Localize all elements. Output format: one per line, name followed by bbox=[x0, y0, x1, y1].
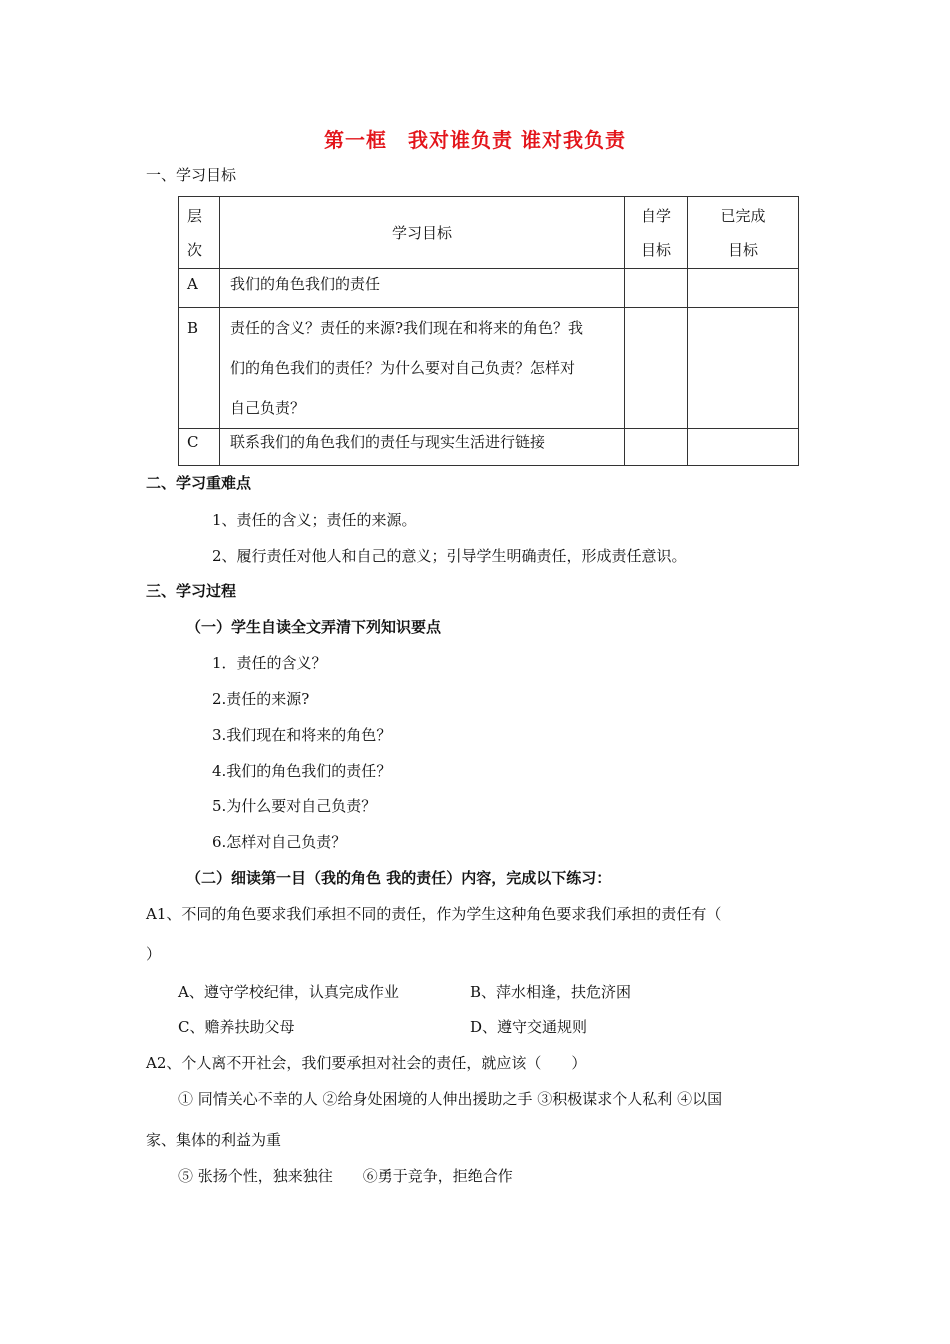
row-self-cell bbox=[625, 429, 688, 466]
question-a2-choices-line: ⑤ 张扬个性，独来独往 ⑥勇于竞争，拒绝合作 bbox=[178, 1167, 513, 1185]
header-self-study bbox=[625, 197, 688, 269]
header-level-line1: 层 bbox=[187, 207, 203, 225]
table-row bbox=[179, 308, 799, 429]
page-title: 第一框 我对谁负责 谁对我负责 bbox=[324, 128, 626, 152]
question-a1-option-b: B、萍水相逢，扶危济困 bbox=[470, 983, 632, 1001]
row-goal: 我们的角色我们的责任 bbox=[220, 269, 625, 308]
question-a1-line2: ） bbox=[146, 945, 162, 963]
learning-goals-table bbox=[178, 196, 799, 466]
question-a1-option-d: D、遵守交通规则 bbox=[470, 1018, 588, 1036]
section-heading-process: 三、学习过程 bbox=[146, 582, 237, 600]
header-done-line1: 已完成 bbox=[720, 207, 766, 225]
knowledge-point-item: 3.我们现在和将来的角色？ bbox=[212, 726, 392, 744]
header-completed bbox=[688, 197, 799, 269]
row-done-cell bbox=[688, 308, 799, 429]
header-level bbox=[179, 197, 220, 269]
header-self-line1: 自学 bbox=[640, 207, 671, 225]
knowledge-point-item: 2.责任的来源? bbox=[212, 690, 310, 708]
row-self-cell bbox=[625, 308, 688, 429]
table-header-row bbox=[179, 197, 799, 269]
row-goal-line: 责任的含义？责任的来源?我们现在和将来的角色？我 bbox=[230, 319, 584, 337]
header-self-line2: 目标 bbox=[640, 241, 671, 259]
key-point-item: 2、履行责任对他人和自己的意义；引导学生明确责任，形成责任意识。 bbox=[212, 547, 687, 565]
key-point-item: 1、责任的含义；责任的来源。 bbox=[212, 511, 417, 529]
row-goal-line: 们的角色我们的责任？为什么要对自己负责？怎样对 bbox=[230, 359, 576, 377]
knowledge-point-item: 5.为什么要对自己负责？ bbox=[212, 797, 377, 815]
row-goal bbox=[220, 308, 625, 429]
question-a1-option-c: C、赡养扶助父母 bbox=[178, 1018, 295, 1036]
knowledge-point-item: 1．责任的含义？ bbox=[212, 654, 327, 672]
row-goal-line: 自己负责？ bbox=[230, 399, 306, 417]
row-level: A bbox=[179, 269, 220, 308]
question-a1-option-a: A、遵守学校纪律，认真完成作业 bbox=[178, 983, 399, 1001]
section-heading-goals: 一、学习目标 bbox=[146, 166, 237, 184]
question-a2-choices-line: 家、集体的利益为重 bbox=[146, 1131, 282, 1149]
question-a1-line1: A1、不同的角色要求我们承担不同的责任，作为学生这种角色要求我们承担的责任有（ bbox=[146, 905, 722, 923]
table-row bbox=[179, 429, 799, 466]
header-goal: 学习目标 bbox=[220, 197, 625, 269]
row-done-cell bbox=[688, 429, 799, 466]
row-self-cell bbox=[625, 269, 688, 308]
subsection-heading-self-reading: （一）学生自读全文弄清下列知识要点 bbox=[186, 618, 442, 636]
section-heading-key-points: 二、学习重难点 bbox=[146, 474, 252, 492]
header-done-line2: 目标 bbox=[727, 241, 758, 259]
row-goal: 联系我们的角色我们的责任与现实生活进行链接 bbox=[220, 429, 625, 466]
row-level: B bbox=[179, 308, 220, 429]
subsection-heading-exercises: （二）细读第一目（我的角色 我的责任）内容，完成以下练习： bbox=[186, 869, 612, 887]
row-level: C bbox=[179, 429, 220, 466]
knowledge-point-item: 4.我们的角色我们的责任？ bbox=[212, 762, 392, 780]
question-a2-choices-line: ① 同情关心不幸的人 ②给身处困境的人伸出援助之手 ③积极谋求个人私利 ④以国 bbox=[178, 1090, 723, 1108]
question-a2-line1: A2、个人离不开社会，我们要承担对社会的责任，就应该（ ） bbox=[146, 1054, 587, 1072]
knowledge-point-item: 6.怎样对自己负责？ bbox=[212, 833, 347, 851]
table-row bbox=[179, 269, 799, 308]
row-done-cell bbox=[688, 269, 799, 308]
header-level-line2: 次 bbox=[187, 241, 203, 259]
